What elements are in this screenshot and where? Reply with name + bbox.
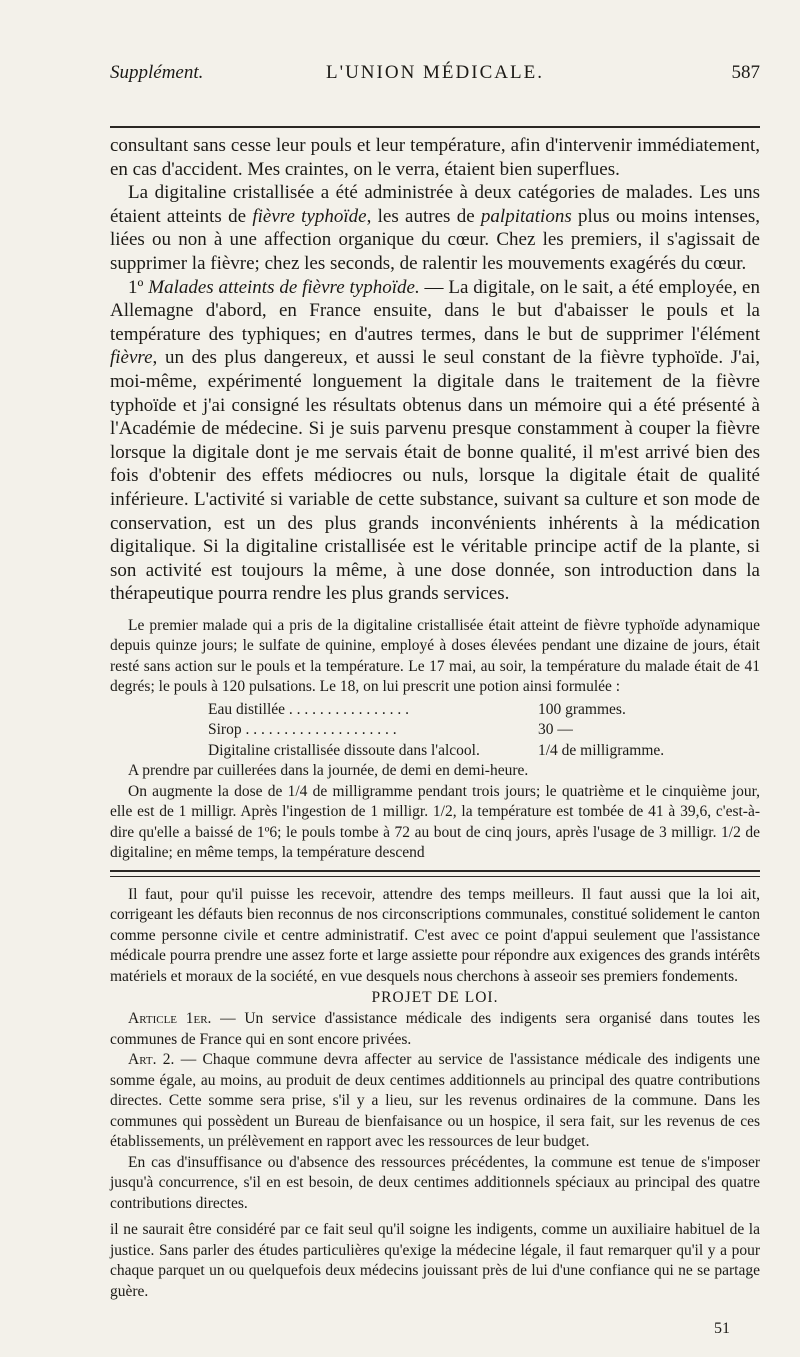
paragraph-3: 1º Malades atteints de fièvre typhoïde. — La digitale, on le sait, a été employée, en Allemagne d'abord, en France ensuite, dans le but d'abaisser le pouls et la température des typhiques; en d'autres termes, dans le but de supprimer l'élément fièvre, un des plus dangereux, et aussi le seul constant de la fièvre typhoïde. J'ai, moi-même, expérimenté longuement la digitale dans le traitement de la fièvre typhoïde et j'ai consigné les résultats obtenus dans un mémoire qui a été présenté à l'Académie de médecine. Si je suis parvenu presque constamment à couper la fièvre lorsque la digitale dont je me servais était de bonne qualité, il m'est arrivé bien des fois d'obtenir des effets médiocres ou nuls, lorsque la digitale était de qualité inférieure. L'activité si variable de cette substance, suivant sa culture et son mode de conservation, est un des plus grands inconvénients inhérents à la médication digitalique. Si la digitaline cristallisée est le véritable principe actif de la plante, si son activité est toujours la même, à une dose donnée, son introduction dans la thérapeutique pourra rendre les plus grands services. [110,276,760,605]
lower-text [110,885,760,1303]
paragraph-6: On augmente la dose de 1/4 de milligramme pendant trois jours; le quatrième et le cinquième jour, elle est de 1 milligr. Après l'ingestion de 1 milligr. 1/2, la température est tombée de 41 à 39,6, c'est-à-dire qu'elle a baissé de 1º6; le pouls tombe à 72 au bout de cinq jours, après l'usage de 3 milligr. 1/2 de digitaline; en même temps, la température descend [110,782,760,862]
paragraph-5: A prendre par cuillerées dans la journée, de demi en demi-heure. [128,762,529,780]
page-number: 587 [731,62,760,83]
main-text [110,134,760,864]
prescription-list [208,700,760,762]
section-divider [110,870,760,877]
paragraph-1: consultant sans cesse leur pouls et leur température, afin d'intervenir immédiatement, en cas d'accident. Mes craintes, on le verra, étaient bien superflues. [110,135,760,180]
header-rule [110,126,760,128]
article-2-continued: En cas d'insuffisance ou d'absence des ressources précédentes, la commune est tenue de s'imposer jusqu'à concurrence, s'il en est besoin, de deux centimes additionnels spéciaux au principal des quatre contributions directes. [110,1153,760,1212]
article-2: Art. 2. — Chaque commune devra affecter au service de l'assistance médicale des indigents une somme égale, au moins, au produit de deux centimes additionnels au principal des quatre contributions directes. Cette somme sera prise, s'il y a lieu, sur les revenus ordinaires de la commune. Dans les communes qui possèdent un Bureau de bienfaisance ou un hospice, il sera fait, sur les revenus de ces établissements, un prélèvement en rapport avec les ressources de leur budget. [110,1051,760,1151]
lower-paragraph-1: Il faut, pour qu'il puisse les recevoir, attendre des temps meilleurs. Il faut aussi que la loi ait, corrigeant les défauts bien reconnus de nos circonscriptions communales, constitué solidement le canton comme personne civile et centre administratif. C'est avec ce point d'appui seulement que l'assistance médicale pourra prendre une assez forte et large assiette pour répondre aux exigences des grands intérêts matériels et moraux de la société, en vue desquels nous cherchons à asseoir ses premiers fondements. [110,885,760,985]
section-title: Supplément. [110,62,204,83]
lower-paragraph-2: il ne saurait être considéré par ce fait seul qu'il soigne les indigents, comme un auxiliaire habituel de la justice. Sans parler des études particulières qu'exige la médecine légale, il faut remarquer qu'il y a pour chaque parquet un ou quelquefois deux médecins jouissant près de lui d'une confiance qui ne se partage guère. [110,1221,760,1300]
prescription-row: Eau distillée . . . . . . . . . . . . . . . . 100 grammes. [208,700,626,718]
paragraph-4: Le premier malade qui a pris de la digitaline cristallisée était atteint de fièvre typhoïde adynamique depuis quinze jours; le sulfate de quinine, employé à doses élevées pendant une dizaine de jours, était resté sans action sur le pouls et la température. Le 17 mai, au soir, la température du malade était de 41 degrés; le pouls à 120 pulsations. Le 18, on lui prescrit une potion ainsi formulée : [110,616,760,696]
law-title: PROJET DE LOI. [371,989,499,1007]
running-header [110,0,760,98]
paragraph-2: La digitaline cristallisée a été administrée à deux catégories de malades. Les uns étaient atteints de fièvre typhoïde, les autres de palpitations plus ou moins intenses, liées ou non à une affection organique du cœur. Chez les premiers, il s'agissait de supprimer la fièvre; chez les seconds, de ralentir les mouvements exagérés du cœur. [110,182,760,274]
signature-number: 51 [714,1320,730,1337]
article-1: Article 1er. — Un service d'assistance médicale des indigents sera organisé dans toutes les communes de France qui en sont encore privées. [110,1010,760,1048]
journal-title: L'UNION MÉDICALE. [326,62,544,83]
prescription-row: Digitaline cristallisée dissoute dans l'alcool. 1/4 de milligramme. [208,741,665,759]
prescription-row: Sirop . . . . . . . . . . . . . . . . . . . . 30 — [208,721,573,739]
